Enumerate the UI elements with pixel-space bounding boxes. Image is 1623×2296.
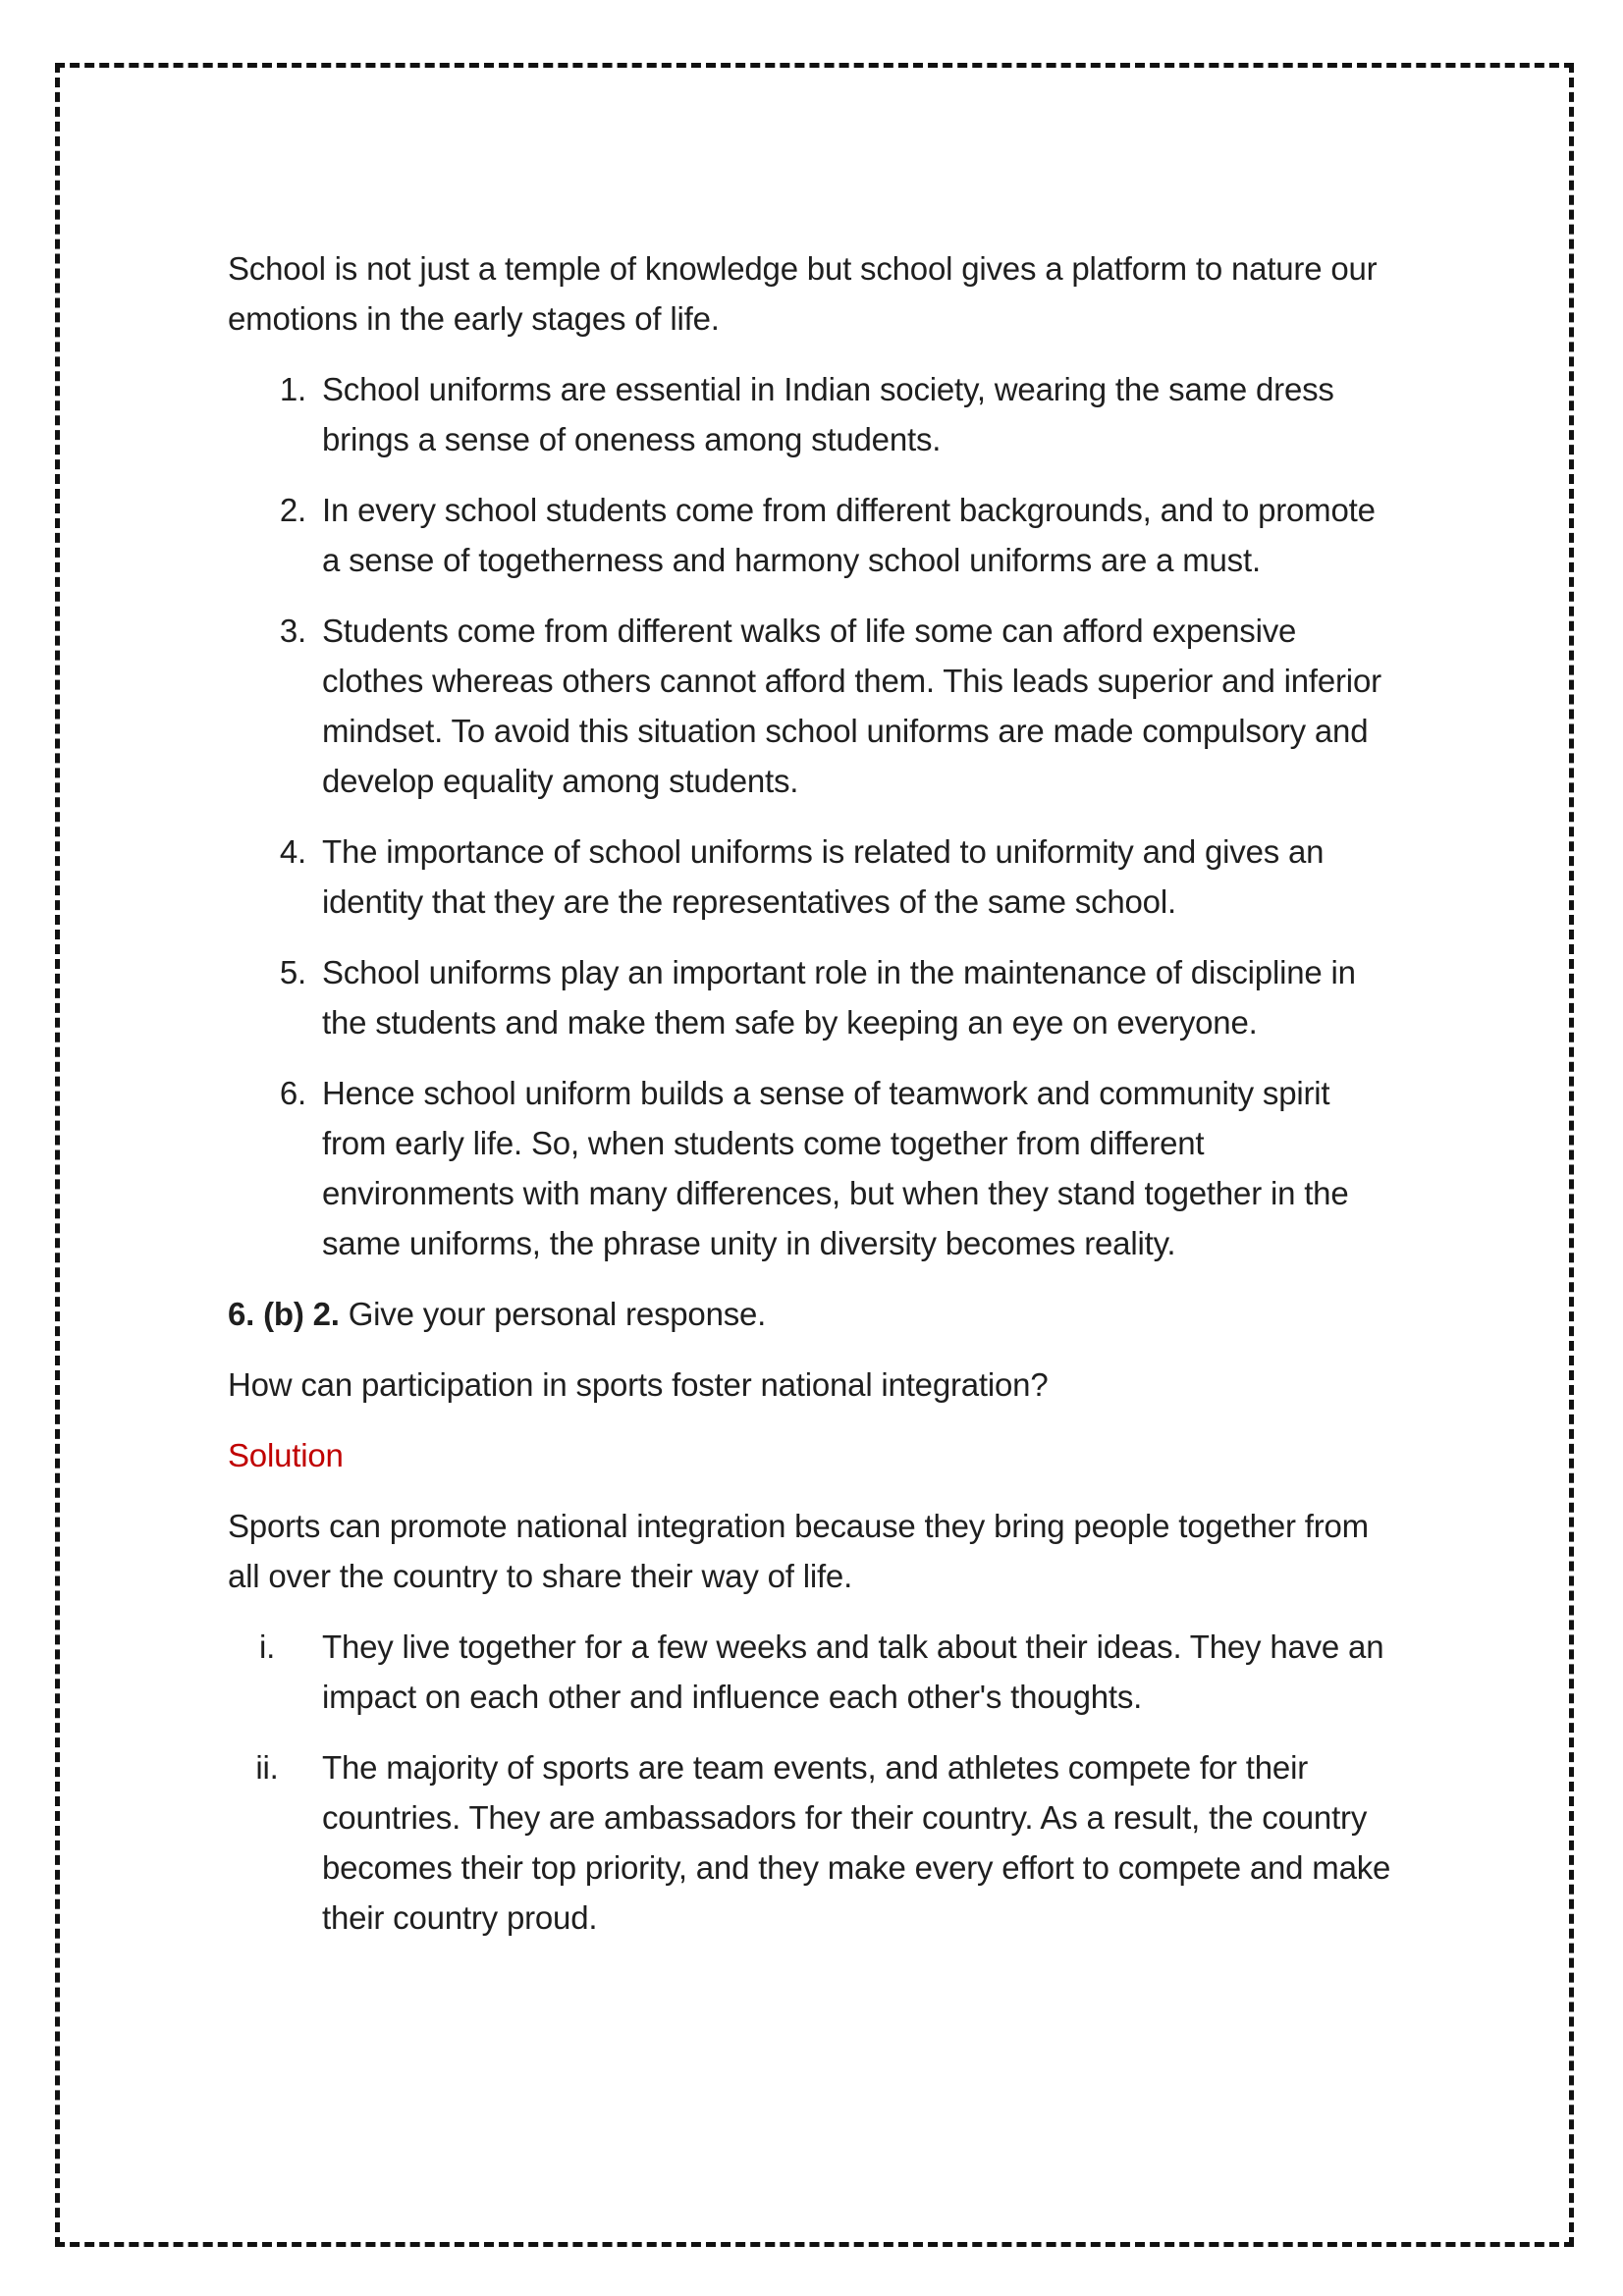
list-item-text: Hence school uniform builds a sense of teamwork and community spirit from early life. So, when students come together from different environments with many differences, but when they stand together in the same uniforms, the phrase unity in diversity becomes reality. xyxy=(322,1075,1349,1261)
list-marker: 2. xyxy=(279,492,306,528)
question-text: How can participation in sports foster national integration? xyxy=(228,1366,1049,1403)
question-label: 6. (b) 2. xyxy=(228,1296,340,1332)
list-item xyxy=(228,1622,1396,1722)
list-item xyxy=(228,364,1396,464)
list-item xyxy=(228,485,1396,585)
list-item xyxy=(228,606,1396,806)
question-heading xyxy=(228,1289,1396,1339)
list-item-text: Students come from different walks of life some can afford expensive clothes whereas others cannot afford them. This leads superior and inferior mindset. To avoid this situation school uniforms are made compulsory and develop equality among students. xyxy=(322,613,1381,799)
intro-paragraph: School is not just a temple of knowledge but school gives a platform to nature our emotions in the early stages of life. xyxy=(228,250,1378,337)
list-item xyxy=(228,1068,1396,1268)
list-item xyxy=(228,1742,1396,1943)
list-marker: 1. xyxy=(279,371,306,407)
uniform-points-list xyxy=(228,364,1396,1268)
list-marker: ii. xyxy=(255,1749,279,1786)
list-item-text: They live together for a few weeks and talk about their ideas. They have an impact on each other and influence each other's thoughts. xyxy=(322,1629,1384,1715)
list-marker: i. xyxy=(258,1629,276,1665)
list-marker: 5. xyxy=(279,954,306,990)
list-item-text: The majority of sports are team events, and athletes compete for their countries. They are ambassadors for their country. As a result, the country becomes their top priority, and they make every effort to compete and make their country proud. xyxy=(322,1749,1391,1936)
question-instruction: Give your personal response. xyxy=(348,1296,767,1332)
list-marker: 3. xyxy=(279,613,306,649)
solution-intro: Sports can promote national integration because they bring people together from all over the country to share their way of life. xyxy=(228,1508,1369,1594)
list-item-text: School uniforms play an important role in the maintenance of discipline in the students and make them safe by keeping an eye on everyone. xyxy=(322,954,1356,1041)
solution-heading: Solution xyxy=(228,1437,344,1473)
list-item-text: The importance of school uniforms is related to uniformity and gives an identity that they are the representatives of the same school. xyxy=(322,833,1325,920)
list-item xyxy=(228,827,1396,927)
list-item-text: In every school students come from different backgrounds, and to promote a sense of togetherness and harmony school uniforms are a must. xyxy=(322,492,1376,578)
list-marker: 6. xyxy=(279,1075,306,1111)
list-marker: 4. xyxy=(279,833,306,870)
list-item xyxy=(228,947,1396,1047)
list-item-text: School uniforms are essential in Indian society, wearing the same dress brings a sense of oneness among students. xyxy=(322,371,1334,457)
solution-points-list xyxy=(228,1622,1396,1943)
document-body xyxy=(228,243,1396,1963)
